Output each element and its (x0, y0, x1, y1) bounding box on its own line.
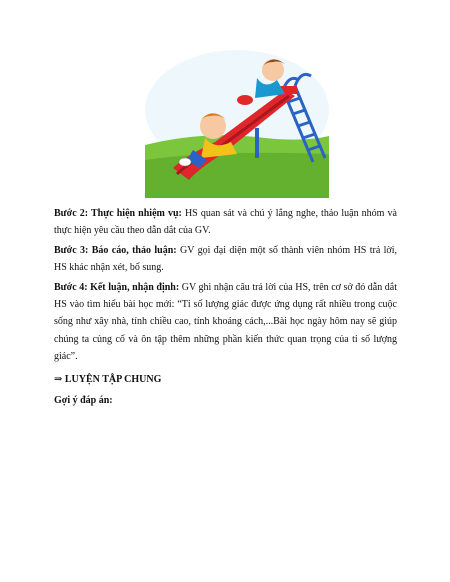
step-4-paragraph (54, 279, 397, 365)
children-slide-illustration (145, 50, 329, 198)
step-3-paragraph (54, 242, 397, 276)
step-2-text: HS quan sát và chú ý lắng nghe, thảo luận nhóm và thực hiện yêu cầu theo dẫn dắt của GV. (54, 208, 397, 237)
section-heading-text: ⇒ LUYỆN TẬP CHUNG (54, 374, 162, 385)
step-3-text: GV gọi đại diện một số thành viên nhóm HS trả lời, HS khác nhận xét, bổ sung. (54, 245, 398, 274)
step-4-label: Bước 4: Kết luận, nhận định: (54, 282, 180, 293)
step-2-label: Bước 2: Thực hiện nhiệm vụ: (54, 208, 182, 219)
step-4-text: GV ghi nhận câu trả lời của HS, trên cơ sở đó dẫn dắt HS vào tìm hiểu bài học mới: “Tỉ số lượng giác được ứng dụng rất nhiều trong cuộc sống như xây nhà, tính chiều cao, tính khoảng cách,...Bài học ngày hôm nay sẽ giúp chúng ta củng cố và ôn tập thêm những phần kiến thức quan trọng của tỉ số lượng giác”. (54, 282, 397, 362)
section-heading (54, 371, 397, 388)
step-3-label: Bước 3: Báo cáo, thảo luận: (54, 245, 177, 256)
answer-heading-text: Gợi ý đáp án: (54, 395, 113, 406)
step-2-paragraph (54, 205, 397, 239)
answer-heading (54, 392, 397, 409)
